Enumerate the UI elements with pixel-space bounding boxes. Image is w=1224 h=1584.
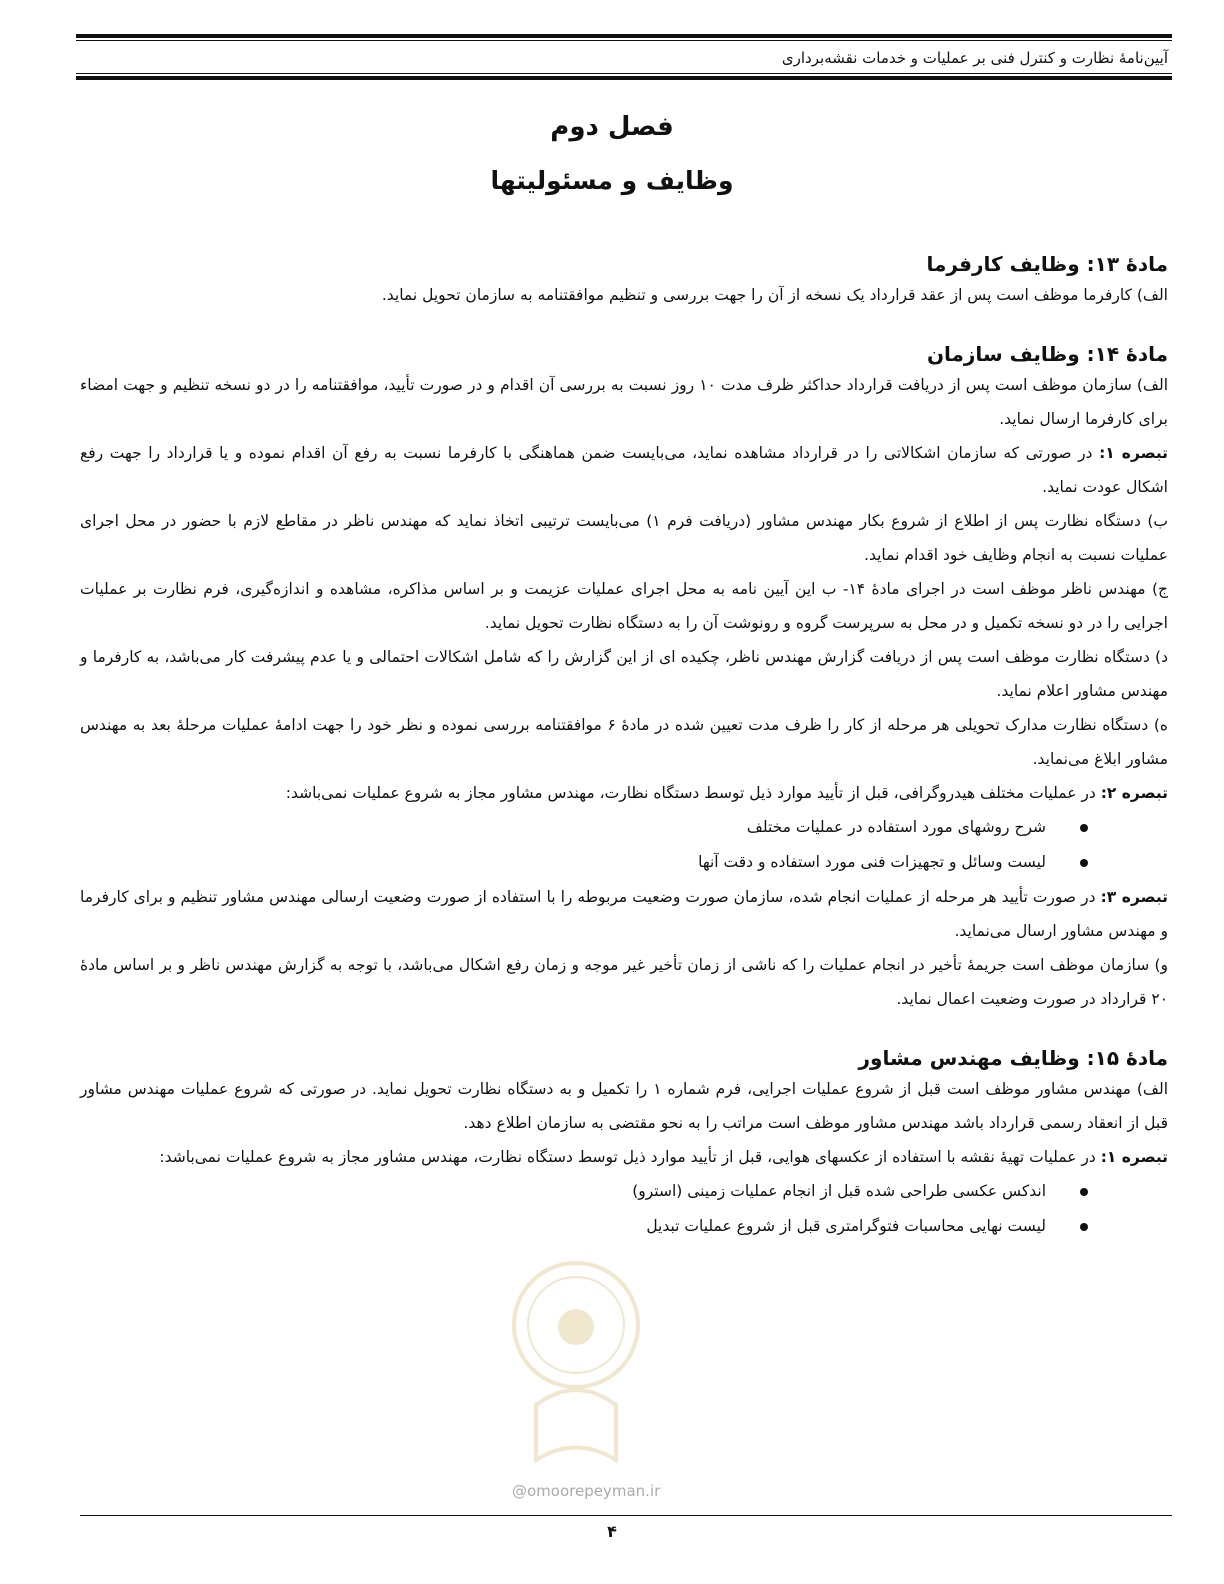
list-item: لیست نهایی محاسبات فتوگرامتری قبل از شروع عملیات تبدیل	[80, 1209, 1088, 1244]
header-rule-top-thin	[76, 40, 1172, 41]
article-14-clause-d: د) دستگاه نظارت موظف است پس از دریافت گزارش مهندس ناظر، چکیده ای از این گزارش را که شامل اشکالات احتمالی و یا عدم پیشرفت کار می‌باشد، به کارفرما و مهندس مشاور اعلام نماید.	[80, 648, 1168, 700]
bullet-icon	[1080, 859, 1088, 867]
article-15-clause-a: الف) مهندس مشاور موظف است قبل از شروع عملیات اجرایی، فرم شماره ۱ را تکمیل و به دستگاه نظارت تحویل نماید. در صورتی که شروع عملیات مهندس مشاور قبل از انعقاد رسمی قرارداد باشد مهندس مشاور موظف است مراتب را به نحو مقتضی به سازمان اطلاع دهد.	[80, 1080, 1169, 1132]
list-item: شرح روشهای مورد استفاده در عملیات مختلف	[80, 810, 1088, 845]
article-14-note-1	[80, 436, 1168, 504]
watermark-url: @omoorepeyman.ir	[512, 1482, 661, 1500]
article-14-clause-b: ب) دستگاه نظارت پس از اطلاع از شروع بکار مهندس مشاور (دریافت فرم ۱) می‌بایست ترتیبی اتخاذ نماید که مهندس ناظر در مقاطع لازم با حضور در محل اجرای عملیات نسبت به انجام وظایف خود اقدام نماید.	[80, 512, 1168, 564]
note-label: تبصره ۲:	[1100, 784, 1168, 802]
article-14-note-3	[80, 880, 1168, 948]
header-rule-bottom-thin	[76, 73, 1172, 74]
page-number: ۴	[607, 1522, 617, 1541]
running-header: آیین‌نامهٔ نظارت و کنترل فنی بر عملیات و خدمات نقشه‌برداری	[781, 49, 1168, 67]
bullet-icon	[1080, 1223, 1088, 1231]
watermark-seal-icon	[506, 1255, 646, 1475]
article-14-clause-a: الف) سازمان موظف است پس از دریافت قرارداد حداکثر ظرف مدت ۱۰ روز نسبت به بررسی آن اقدام و در صورت تأیید، موافقتنامه را در دو نسخه تنظیم و جهت امضاء برای کارفرما ارسال نماید.	[80, 376, 1169, 428]
article-14-note-2-list	[80, 810, 1168, 880]
note-text: در عملیات مختلف هیدروگرافی، قبل از تأیید موارد ذیل توسط دستگاه نظارت، مهندس مشاور مجاز به شروع عملیات نمی‌باشد:	[285, 784, 1101, 802]
chapter-title: فصل دوم	[550, 112, 674, 142]
note-text: در عملیات تهیهٔ نقشه با استفاده از عکسهای هوایی، قبل از تأیید موارد ذیل توسط دستگاه نظارت، مهندس مشاور مجاز به شروع عملیات نمی‌باشد:	[159, 1148, 1101, 1166]
list-item: لیست وسائل و تجهیزات فنی مورد استفاده و دقت آنها	[80, 845, 1088, 880]
note-label: تبصره ۳:	[1100, 888, 1169, 906]
chapter-subtitle: وظایف و مسئولیتها	[490, 166, 734, 195]
article-15-note-1	[80, 1140, 1168, 1174]
note-text: در صورت تأیید هر مرحله از عملیات انجام شده، سازمان صورت وضعیت مربوطه را با استفاده از صورت وضعیت ارسالی مهندس مشاور تنظیم و برای کارفرما و مهندس مشاور ارسال می‌نماید.	[80, 888, 1168, 940]
article-14-clause-c: ج) مهندس ناظر موظف است در اجرای مادهٔ ۱۴- ب این آیین نامه به محل اجرای عملیات عزیمت و بر اساس مذاکره، مشاهده و اندازه‌گیری، فرم نظارت بر عملیات اجرایی را در دو نسخه تکمیل و در محل به سرپرست گروه و رونوشت آن را به دستگاه نظارت تحویل نماید.	[80, 580, 1168, 632]
footer-rule	[80, 1515, 1172, 1516]
article-14-note-2	[80, 776, 1168, 810]
article-15-note-1-list	[80, 1174, 1168, 1244]
article-14-clause-e: ه) دستگاه نظارت مدارک تحویلی هر مرحله از کار را ظرف مدت تعیین شده در مادهٔ ۶ موافقتنامه بررسی نموده و نظر خود را جهت ادامهٔ عملیات مرحلهٔ بعد به مهندس مشاور ابلاغ می‌نماید.	[80, 716, 1168, 768]
header-rule-bottom-thick	[76, 76, 1172, 80]
bullet-icon	[1080, 824, 1088, 832]
note-label: تبصره ۱:	[1100, 1148, 1168, 1166]
note-text: در صورتی که سازمان اشکالاتی را در قرارداد مشاهده نماید، می‌بایست ضمن هماهنگی با کارفرما نسبت به رفع آن اقدام نموده و یا قرارداد را جهت رفع اشکال عودت نماید.	[80, 444, 1168, 496]
header-rule-top-thick	[76, 34, 1172, 38]
list-item: اندکس عکسی طراحی شده قبل از انجام عملیات زمینی (استرو)	[80, 1174, 1088, 1209]
article-14-heading: مادهٔ ۱۴: وظایف سازمان	[926, 342, 1168, 366]
article-13-clause-a: الف) کارفرما موظف است پس از عقد قرارداد یک نسخه از آن را جهت بررسی و تنظیم موافقتنامه به سازمان تحویل نماید.	[381, 286, 1168, 304]
article-13-heading: مادهٔ ۱۳: وظایف کارفرما	[926, 252, 1168, 276]
bullet-icon	[1080, 1188, 1088, 1196]
article-15-heading: مادهٔ ۱۵: وظایف مهندس مشاور	[858, 1046, 1168, 1070]
note-label: تبصره ۱:	[1099, 444, 1169, 462]
document-body	[80, 250, 1168, 1244]
article-14-clause-f: و) سازمان موظف است جریمهٔ تأخیر در انجام عملیات را که ناشی از زمان تأخیر غیر موجه و زمان رفع اشکال می‌باشد، با توجه به گزارش مهندس ناظر و بر اساس مادهٔ ۲۰ قرارداد در صورت وضعیت اعمال نماید.	[80, 956, 1168, 1008]
